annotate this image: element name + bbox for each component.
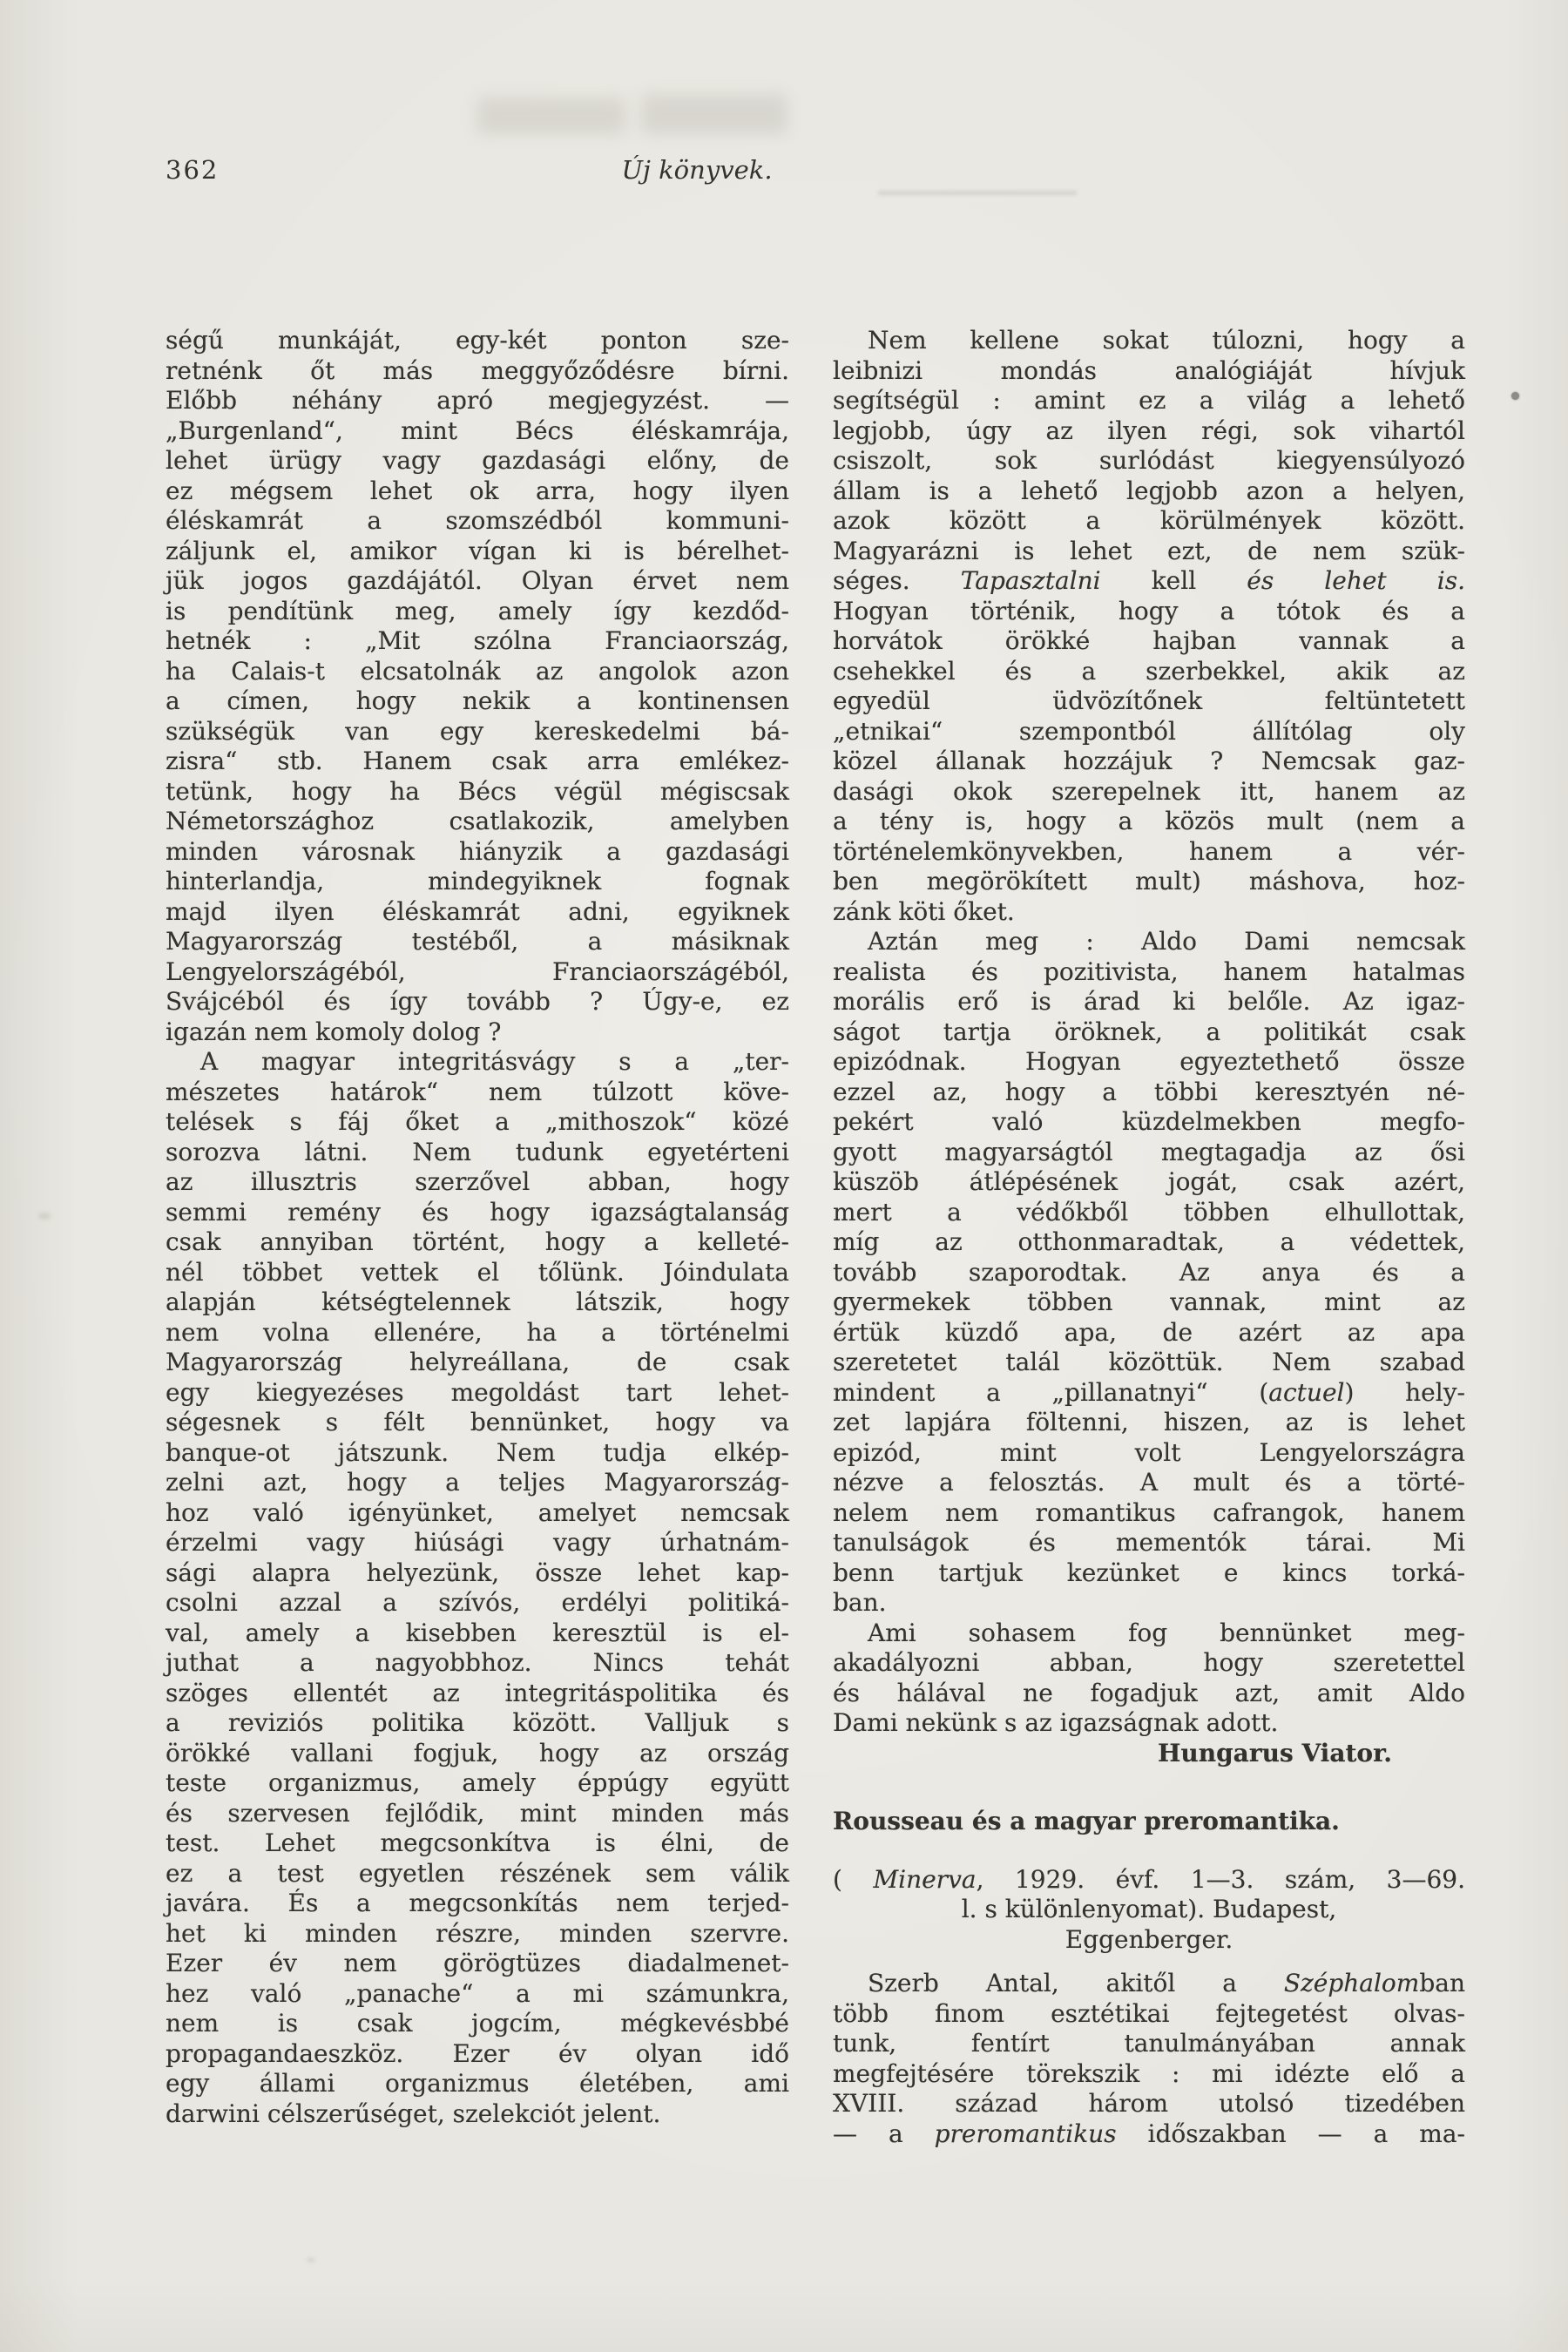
text-line (833, 537, 1465, 567)
text-line (833, 1167, 1465, 1198)
text-segment: lehet is. (1324, 566, 1465, 595)
scan-artifact-line (878, 191, 1077, 195)
dust-speck (1511, 392, 1519, 400)
text-line (166, 777, 789, 808)
text-segment: közel állanak hozzájuk ? Nemcsak gaz- (833, 747, 1465, 775)
text-segment: Hogyan történik, hogy a tótok és a (833, 596, 1465, 625)
text-segment: minden városnak hiányzik a gazdasági (166, 836, 789, 866)
text-line (833, 566, 1465, 597)
text-line (166, 927, 789, 957)
text-segment: nél többet vettek el tőlünk. Jóindulata (166, 1257, 789, 1287)
text-line (833, 1138, 1465, 1168)
text-segment: Aztán meg : Aldo Dami nemcsak (868, 927, 1465, 956)
text-segment: propagandaeszköz. Ezer év olyan idő (166, 2038, 789, 2068)
text-line (166, 747, 789, 777)
text-line (833, 1408, 1465, 1438)
paragraph (833, 326, 1465, 927)
page-header (0, 155, 1568, 190)
text-segment: tanulságok és mementók tárai. Mi (833, 1528, 1465, 1557)
text-segment: és hálával ne fogadjuk azt, amit Aldo (833, 1678, 1465, 1707)
text-segment: hoz való igényünket, amelyet nemcsak (166, 1497, 789, 1527)
text-segment: Németországhoz csatlakozik, amelyben (166, 807, 789, 835)
text-segment: Lengyelországéból, Franciaországéból, (166, 956, 789, 986)
text-line (166, 326, 789, 356)
text-segment: val, amely a kisebben keresztül is el- (166, 1618, 789, 1647)
text-segment: ségesnek s félt bennünket, hogy va (166, 1408, 789, 1436)
text-line (166, 1047, 789, 1078)
text-line (833, 1528, 1465, 1558)
text-segment: zelni azt, hogy a teljes Magyarország- (166, 1468, 789, 1497)
text-line (833, 1498, 1465, 1529)
text-line (166, 626, 789, 657)
text-line (833, 1017, 1465, 1048)
text-segment: „etnikai“ szempontból állítólag oly (833, 716, 1465, 746)
text-line (833, 957, 1465, 988)
text-segment: actuel (1268, 1377, 1345, 1407)
text-segment: csehekkel és a szerbekkel, akik az (833, 656, 1465, 686)
text-line (833, 1969, 1465, 1999)
text-line (166, 1949, 789, 1979)
text-segment: legjobb, úgy az ilyen régi, sok vihartól (833, 416, 1465, 445)
text-line (833, 867, 1465, 897)
text-line (166, 897, 789, 928)
text-line (833, 1318, 1465, 1348)
text-segment: ezzel az, hogy a többi keresztyén né- (833, 1077, 1465, 1106)
text-segment: sági alapra helyezünk, össze lehet kap- (166, 1558, 789, 1587)
text-line (166, 566, 789, 597)
text-segment: ban. (833, 1588, 887, 1617)
text-line (833, 1619, 1465, 1649)
text-segment: ségű munkáját, egy-két ponton sze- (166, 326, 789, 355)
text-line (833, 1648, 1465, 1679)
text-segment: zisra“ stb. Hanem csak arra emlékez- (166, 747, 789, 775)
text-segment: mert a védőkből többen elhullottak, (833, 1197, 1465, 1227)
text-segment: zánk köti őket. (833, 896, 1015, 926)
text-segment: csak annyiban történt, hogy a kelleté- (166, 1227, 789, 1256)
text-segment: segítségül : amint ez a világ a lehető (833, 386, 1465, 415)
text-segment: is pendítünk meg, amely így kezdőd- (166, 596, 789, 625)
ink-bleedthrough-smudge (641, 94, 787, 134)
text-segment: Minerva (873, 1864, 977, 1894)
text-line (833, 386, 1465, 416)
text-segment: igazán nem komoly dolog ? (166, 1017, 502, 1046)
text-line (833, 807, 1465, 837)
text-line (833, 626, 1465, 657)
text-line (833, 1679, 1465, 1709)
text-line (166, 1889, 789, 1919)
text-line (833, 2119, 1465, 2150)
text-line (166, 1408, 789, 1438)
text-segment: Dami nekünk s az igazságnak adott. (833, 1708, 1279, 1737)
text-line (833, 1895, 1465, 1925)
text-line (166, 1739, 789, 1769)
text-segment: Magyarország testéből, a másiknak (166, 927, 789, 956)
text-segment: gyott magyarságtól megtagadja az ősi (833, 1137, 1465, 1166)
text-segment: szöges ellentét az integritáspolitika és (166, 1678, 789, 1707)
text-segment: jük jogos gazdájától. Olyan érvet nem (166, 566, 789, 595)
text-line (166, 1799, 789, 1829)
text-segment: gyermekek többen vannak, mint az (833, 1288, 1465, 1316)
text-segment: alapján kétségtelennek látszik, hogy (166, 1288, 789, 1316)
text-segment: , 1929. évf. 1—3. szám, 3—69. (976, 1864, 1466, 1894)
text-segment: epizód, mint volt Lengyelországra (833, 1437, 1465, 1467)
text-line (166, 1107, 789, 1138)
text-line (166, 597, 789, 627)
text-line (833, 1378, 1465, 1409)
text-line (166, 1318, 789, 1348)
text-segment: ( (833, 1864, 874, 1894)
text-line (166, 1498, 789, 1529)
text-segment: telések s fáj őket a „mithoszok“ közé (166, 1107, 789, 1136)
text-segment: több finom esztétikai fejtegetést olvas- (833, 1998, 1465, 2028)
text-columns (166, 326, 1465, 2149)
text-segment: retnénk őt más meggyőződésre bírni. (166, 355, 789, 385)
text-segment: horvátok örökké hajban vannak a (833, 626, 1465, 655)
text-line (166, 1138, 789, 1168)
text-segment: az illusztris szerzővel abban, hogy (166, 1167, 789, 1196)
text-segment: egyedül üdvözítőnek feltüntetett (833, 686, 1465, 715)
text-segment: l. s különlenyomat). Budapest, (961, 1895, 1337, 1923)
text-segment: epizódnak. Hogyan egyeztethető össze (833, 1047, 1465, 1076)
text-segment: realista és pozitivista, hanem hatalmas (833, 956, 1465, 986)
text-segment: nem is csak jogcím, mégkevésbbé (166, 2009, 789, 2038)
text-segment: megfejtésére törekszik : mi idézte elő a (833, 2058, 1465, 2088)
text-line (166, 657, 789, 687)
text-segment: hetnék : „Mit szólna Franciaország, (166, 626, 789, 655)
text-segment: csiszolt, sok surlódást kiegyensúlyozó (833, 446, 1465, 475)
text-line (166, 446, 789, 476)
text-line (833, 897, 1465, 928)
text-line (833, 1047, 1465, 1078)
text-line (166, 1528, 789, 1558)
text-segment: XVIII. század három utolsó tizedében (833, 2089, 1465, 2118)
text-line (833, 446, 1465, 476)
text-line (166, 1768, 789, 1799)
text-line (833, 1558, 1465, 1589)
text-line (833, 597, 1465, 627)
text-segment: záljunk el, amikor vígan ki is bérelhet- (166, 536, 789, 565)
text-line (833, 686, 1465, 717)
text-line (833, 717, 1465, 747)
text-segment: Szerb Antal, akitől a (868, 1969, 1284, 1997)
running-title: Új könyvek. (621, 155, 773, 185)
text-segment: test. Lehet megcsonkítva is élni, de (166, 1828, 789, 1857)
text-line (833, 1739, 1465, 1769)
text-segment: Előbb néhány apró megjegyzést. — (166, 386, 789, 415)
text-segment: mindent a „pillanatnyi“ ( (833, 1377, 1269, 1407)
text-segment: javára. És a megcsonkítás nem terjed- (166, 1889, 789, 1917)
text-segment: tovább szaporodtak. Az anya és a (833, 1257, 1465, 1287)
text-line (166, 1017, 789, 1048)
text-line (166, 1979, 789, 2010)
text-line (166, 1859, 789, 1889)
text-line (166, 2039, 789, 2070)
text-line (833, 1438, 1465, 1469)
text-segment: leibnizi mondás analógiáját hívjuk (833, 355, 1465, 385)
text-line (166, 957, 789, 988)
text-segment: Széphalom (1283, 1969, 1420, 1997)
text-line (166, 1619, 789, 1649)
text-line (833, 1348, 1465, 1378)
text-segment: nelem nem romantikus cafrangok, hanem (833, 1497, 1465, 1527)
text-line (166, 2099, 789, 2130)
text-line (166, 1828, 789, 1859)
text-segment: Ami sohasem fog bennünket meg- (868, 1618, 1465, 1647)
text-segment: küszöb átlépésének jogát, csak azért, (833, 1167, 1465, 1196)
dust-speck (38, 1213, 51, 1220)
text-segment: benn tartjuk kezünket e kincs torká- (833, 1558, 1465, 1587)
paragraph (166, 326, 789, 1047)
text-segment: ságot tartja öröknek, a politikát csak (833, 1017, 1465, 1046)
text-segment: dasági okok szerepelnek itt, hanem az (833, 776, 1465, 806)
text-segment: akadályozni abban, hogy szeretettel (833, 1648, 1465, 1677)
text-segment: juthat a nagyobbhoz. Nincs tehát (166, 1648, 789, 1677)
text-line (166, 2009, 789, 2039)
text-segment (1274, 566, 1324, 595)
text-line (166, 1227, 789, 1258)
text-line (166, 537, 789, 567)
text-line (833, 1468, 1465, 1498)
text-line (166, 1558, 789, 1589)
text-line (833, 1288, 1465, 1318)
text-line (833, 2029, 1465, 2059)
paragraph (833, 1969, 1465, 2149)
paragraph (833, 1619, 1465, 1739)
text-line (833, 2089, 1465, 2119)
left-column (166, 326, 789, 2149)
text-line (166, 837, 789, 868)
text-segment: míg az otthonmaradtak, a védettek, (833, 1227, 1465, 1256)
text-segment: mészetes határok“ nem túlzott köve- (166, 1077, 789, 1106)
text-line (833, 1588, 1465, 1619)
text-segment: „Burgenland“, mint Bécs éléskamrája, (166, 416, 789, 445)
text-segment: Svájcéból és így tovább ? Úgy-e, ez (166, 987, 789, 1016)
text-segment: lehet ürügy vagy gazdasági előny, de (166, 446, 789, 475)
text-line (833, 1807, 1465, 1837)
text-line (833, 1107, 1465, 1138)
text-segment: morális erő is árad ki belőle. Az igaz- (833, 987, 1465, 1016)
text-line (166, 1198, 789, 1228)
text-line (166, 807, 789, 837)
text-line (166, 1648, 789, 1679)
text-segment: Nem kellene sokat túlozni, hogy a (868, 326, 1465, 355)
text-line (166, 987, 789, 1017)
text-line (833, 2059, 1465, 2090)
text-segment: pekért való küzdelmekben megfo- (833, 1107, 1465, 1136)
text-line (166, 1468, 789, 1498)
text-segment: darwini célszerűséget, szelekciót jelent. (166, 2099, 661, 2128)
signature (833, 1739, 1465, 1769)
text-line (166, 1919, 789, 1950)
text-segment: ez mégsem lehet ok arra, hogy ilyen (166, 476, 789, 505)
text-segment: semmi remény és hogy igazságtalanság (166, 1197, 789, 1227)
text-segment: hez való „panache“ a mi számunkra, (166, 1978, 789, 2008)
text-line (833, 837, 1465, 868)
ink-bleedthrough-smudge (477, 98, 625, 134)
text-segment: Magyarország helyreállana, de csak (166, 1348, 789, 1376)
text-segment: ban (1419, 1969, 1465, 1997)
text-line (833, 1925, 1465, 1956)
text-segment: ez a test egyetlen részének sem válik (166, 1858, 789, 1888)
text-segment: Magyarázni is lehet ezt, de nem szük- (833, 536, 1465, 565)
text-line (166, 686, 789, 717)
text-line (166, 356, 789, 387)
text-segment: Eggenberger. (1064, 1924, 1233, 1954)
review-heading (833, 1807, 1465, 1837)
text-line (166, 1708, 789, 1739)
text-line (833, 1708, 1465, 1739)
text-segment: értük küzdő apa, de azért az apa (833, 1317, 1465, 1347)
text-line (833, 506, 1465, 537)
text-segment: nem volna ellenére, ha a történelmi (166, 1317, 789, 1347)
text-line (166, 1378, 789, 1409)
text-segment: állam is a lehető legjobb azon a helyen, (833, 476, 1465, 505)
text-line (166, 1288, 789, 1318)
text-line (166, 1588, 789, 1619)
text-line (166, 386, 789, 416)
text-line (833, 416, 1465, 447)
text-segment: ben megörökített mult) máshova, hoz- (833, 867, 1465, 896)
text-line (166, 2069, 789, 2099)
bibliography (833, 1865, 1465, 1956)
text-segment: sorozva látni. Nem tudunk egyetérteni (166, 1137, 789, 1166)
text-segment: preromantikus (934, 2119, 1117, 2148)
text-line (166, 1167, 789, 1198)
page-number: 362 (166, 155, 220, 185)
text-line (833, 657, 1465, 687)
text-segment: hinterlandja, mindegyiknek fognak (166, 867, 789, 896)
text-segment: időszakban — a ma- (1116, 2119, 1465, 2148)
text-segment: a címen, hogy nekik a kontinensen (166, 686, 789, 715)
dust-speck (307, 2258, 315, 2262)
text-segment: séges. (833, 566, 961, 595)
text-segment: és (1247, 566, 1274, 595)
text-segment: egy állami organizmus életében, ami (166, 2069, 789, 2098)
text-line (833, 1258, 1465, 1288)
text-segment: szükségük van egy kereskedelmi bá- (166, 716, 789, 746)
text-line (166, 1348, 789, 1378)
text-line (833, 476, 1465, 507)
text-segment: tunk, fentírt tanulmányában annak (833, 2029, 1465, 2058)
text-segment: és szervesen fejlődik, mint minden más (166, 1798, 789, 1828)
text-line (833, 1198, 1465, 1228)
text-segment: tetünk, hogy ha Bécs végül mégiscsak (166, 776, 789, 806)
text-segment: Tapasztalni (960, 566, 1101, 595)
paragraph (833, 927, 1465, 1619)
text-line (833, 1999, 1465, 2030)
text-line (833, 777, 1465, 808)
text-segment: kell (1100, 566, 1247, 595)
text-segment: csolni azzal a szívós, erdélyi politiká- (166, 1588, 789, 1617)
text-segment: het ki minden részre, minden szervre. (166, 1918, 789, 1948)
text-segment: A magyar integritásvágy s a „ter- (200, 1047, 789, 1076)
text-segment: azok között a körülmények között. (833, 506, 1465, 535)
text-line (166, 717, 789, 747)
text-line (833, 1078, 1465, 1108)
text-segment: majd ilyen éléskamrát adni, egyiknek (166, 896, 789, 926)
text-line (166, 416, 789, 447)
text-line (833, 1227, 1465, 1258)
text-segment: ha Calais-t elcsatolnák az angolok azon (166, 656, 789, 686)
text-line (833, 1865, 1465, 1896)
text-line (833, 326, 1465, 356)
text-line (166, 1078, 789, 1108)
text-segment: Hungarus Viator. (1157, 1738, 1392, 1767)
text-line (166, 1679, 789, 1709)
right-column (833, 326, 1465, 2149)
text-segment: érzelmi vagy hiúsági vagy úrhatnám- (166, 1528, 789, 1557)
text-line (166, 1258, 789, 1288)
text-segment: zet lapjára föltenni, hiszen, az is lehet (833, 1408, 1465, 1436)
text-segment: ) hely- (1344, 1377, 1465, 1407)
text-segment: banque-ot játszunk. Nem tudja elkép- (166, 1437, 789, 1467)
text-segment: Ezer év nem görögtüzes diadalmenet- (166, 1949, 789, 1977)
text-segment: a tény is, hogy a közös mult (nem a (833, 807, 1465, 835)
text-line (833, 987, 1465, 1017)
text-line (166, 476, 789, 507)
text-segment: a reviziós politika között. Valljuk s (166, 1708, 789, 1737)
paragraph (166, 1047, 789, 2129)
text-segment: teste organizmus, amely éppúgy együtt (166, 1768, 789, 1797)
text-segment: Rousseau és a magyar preromantika. (833, 1807, 1340, 1835)
text-segment: nézve a felosztás. A mult és a törté- (833, 1468, 1465, 1497)
text-segment: örökké vallani fogjuk, hogy az ország (166, 1738, 789, 1767)
text-line (833, 927, 1465, 957)
text-segment: — a (833, 2119, 935, 2148)
text-line (166, 1438, 789, 1469)
text-line (833, 747, 1465, 777)
text-line (833, 356, 1465, 387)
text-segment: szeretetet talál közöttük. Nem szabad (833, 1348, 1465, 1376)
text-segment: történelemkönyvekben, hanem a vér- (833, 836, 1465, 866)
text-line (166, 506, 789, 537)
text-segment: egy kiegyezéses megoldást tart lehet- (166, 1377, 789, 1407)
text-line (166, 867, 789, 897)
text-segment: éléskamrát a szomszédból kommuni- (166, 506, 789, 535)
